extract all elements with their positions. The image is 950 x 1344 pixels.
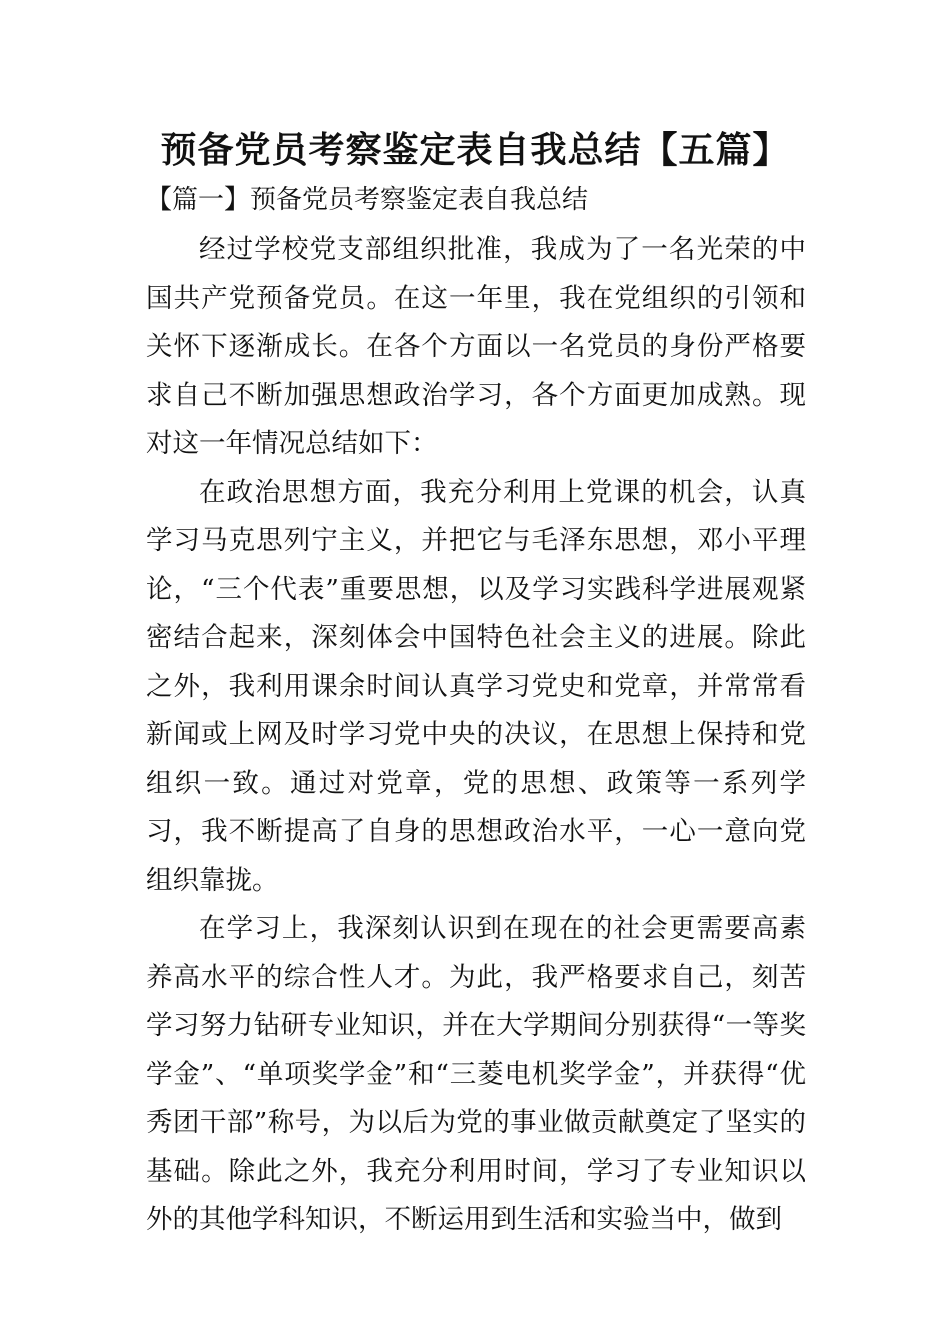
- paragraph-1: 经过学校党支部组织批准，我成为了一名光荣的中国共产党预备党员。在这一年里，我在党组织的引领和关怀下逐渐成长。在各个方面以一名党员的身份严格要求自己不断加强思想政治学习，各个方面更加成熟。现对这一年情况总结如下：: [146, 234, 806, 459]
- document-title: 预备党员考察鉴定表自我总结【五篇】: [160, 129, 790, 171]
- section-heading: 【篇一】预备党员考察鉴定表自我总结: [146, 185, 589, 215]
- document-body: [146, 226, 806, 1245]
- paragraph-3: 在学习上，我深刻认识到在现在的社会更需要高素养高水平的综合性人才。为此，我严格要求自己，刻苦学习努力钻研专业知识，并在大学期间分别获得“一等奖学金”、“单项奖学金”和“三菱电机奖学金”，并获得“优秀团干部”称号，为以后为党的事业做贡献奠定了坚实的基础。除此之外，我充分利用时间，学习了专业知识以外的其他学科知识，不断运用到生活和实验当中，做到: [146, 913, 806, 1235]
- paragraph-2: 在政治思想方面，我充分利用上党课的机会，认真学习马克思列宁主义，并把它与毛泽东思想，邓小平理论，“三个代表”重要思想，以及学习实践科学进展观紧密结合起来，深刻体会中国特色社会主义的进展。除此之外，我利用课余时间认真学习党史和党章，并常常看新闻或上网及时学习党中央的决议，在思想上保持和党组织一致。通过对党章，党的思想、政策等一系列学习，我不断提高了自身的思想政治水平，一心一意向党组织靠拢。: [146, 476, 806, 896]
